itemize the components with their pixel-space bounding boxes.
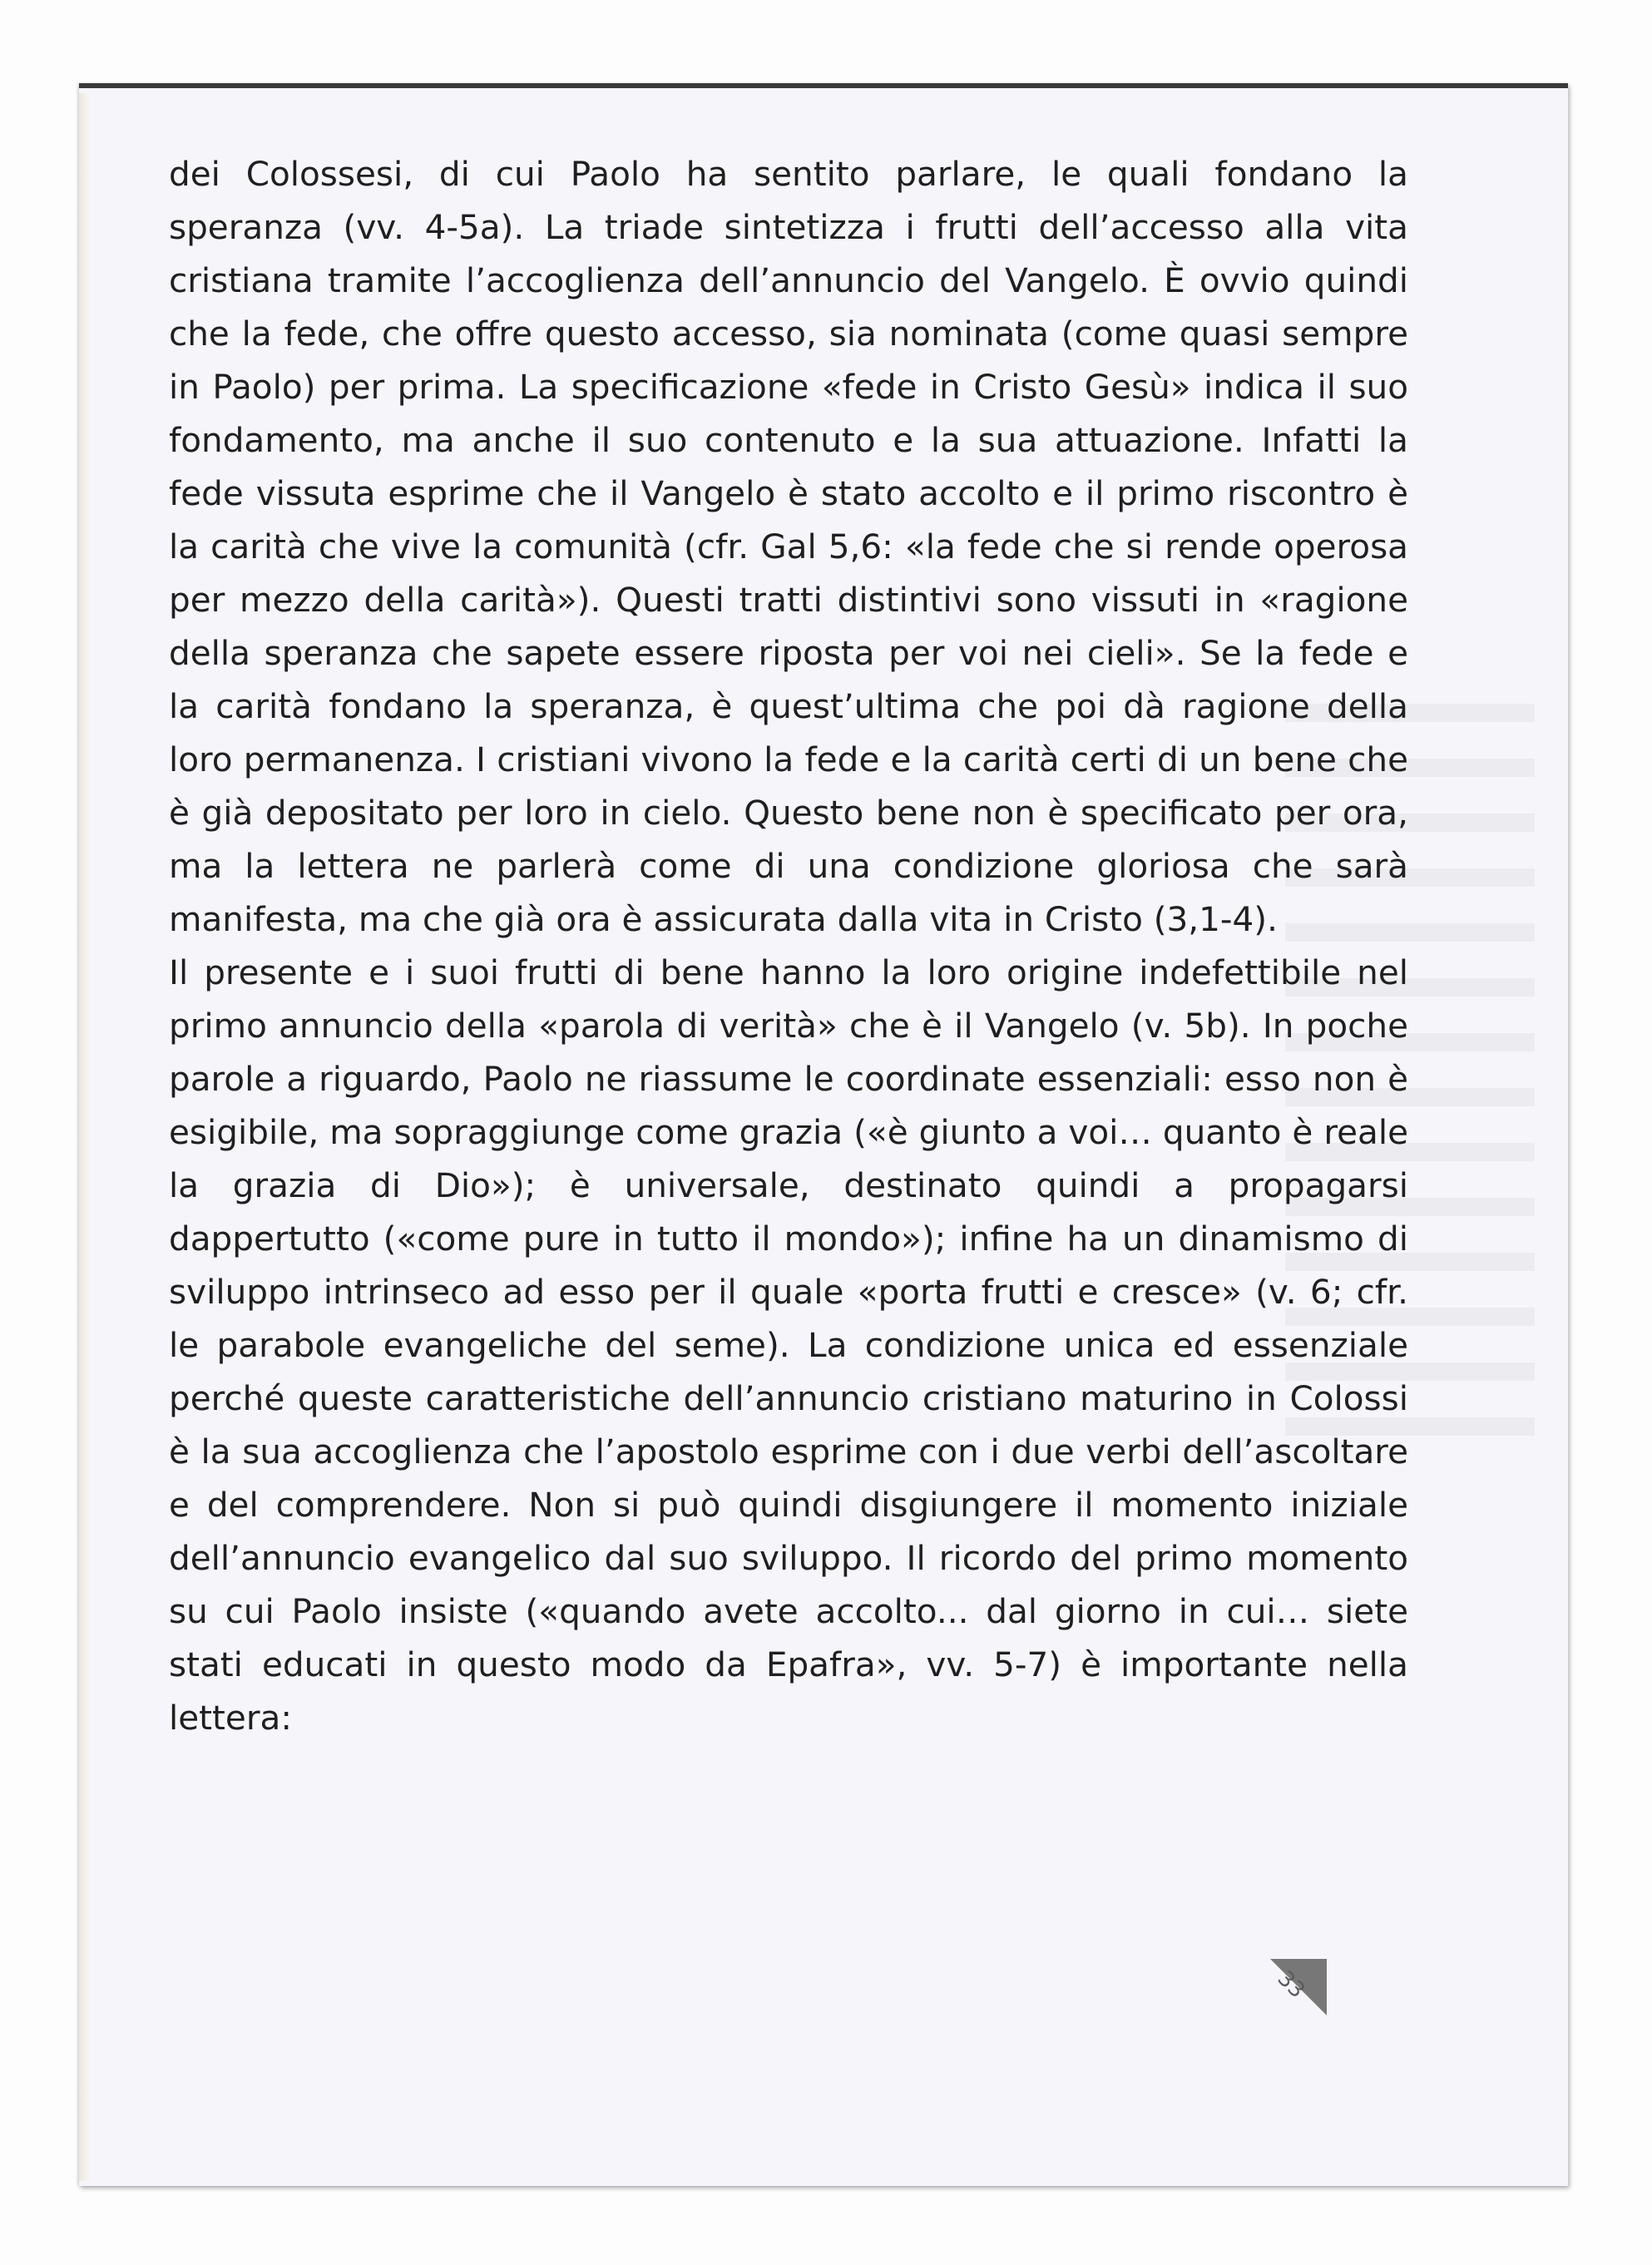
page-number: 33	[1272, 1966, 1310, 2004]
page-binding-edge	[79, 93, 91, 2181]
body-text	[169, 147, 1408, 1744]
paragraph-1: dei Colossesi, di cui Paolo ha sentito parlare, le quali fondano la speranza (vv. 4-5a). La triade sintetizza i frutti dell’accesso alla vita cristiana tramite l’accoglienza dell’annuncio del Vangelo. È ovvio quindi che la fede, che offre questo accesso, sia nominata (come quasi sempre in Paolo) per prima. La specificazione «fede in Cristo Gesù» indica il suo fondamento, ma anche il suo contenuto e la sua attuazione. Infatti la fede vissuta esprime che il Vangelo è stato accolto e il primo riscontro è la carità che vive la comunità (cfr. Gal 5,6: «la fede che si rende operosa per mezzo della carità»). Questi tratti distintivi sono vissuti in «ragione della speranza che sapete essere riposta per voi nei cieli». Se la fede e la carità fondano la speranza, è quest’ultima che poi dà ragione della loro permanenza. I cristiani vivono la fede e la carità certi di un bene che è già depositato per loro in cielo. Questo bene non è specificato per ora, ma la lettera ne parlerà come di una condizione gloriosa che sarà manifesta, ma che già ora è assicurata dalla vita in Cristo (3,1-4).	[169, 154, 1408, 939]
paragraph-2: Il presente e i suoi frutti di bene hanno la loro origine indefettibile nel primo annuncio della «parola di verità» che è il Vangelo (v. 5b). In poche parole a riguardo, Paolo ne riassume le coordinate essenziali: esso non è esigibile, ma sopraggiunge come grazia («è giunto a voi… quanto è reale la grazia di Dio»); è universale, destinato quindi a propagarsi dappertutto («come pure in tutto il mondo»); infine ha un dinamismo di sviluppo intrinseco ad esso per il quale «porta frutti e cresce» (v. 6; cfr. le parabole evangeliche del seme). La condizione unica ed essenziale perché queste caratteristiche dell’annuncio cristiano maturino in Colossi è la sua accoglienza che l’apostolo esprime con i due verbi dell’ascoltare e del comprendere. Non si può quindi disgiungere il momento iniziale dell’annuncio evangelico dal suo sviluppo. Il ricordo del primo momento su cui Paolo insiste («quando avete accolto... dal giorno in cui… siete stati educati in questo modo da Epafra», vv. 5-7) è importante nella lettera:	[169, 952, 1408, 1738]
